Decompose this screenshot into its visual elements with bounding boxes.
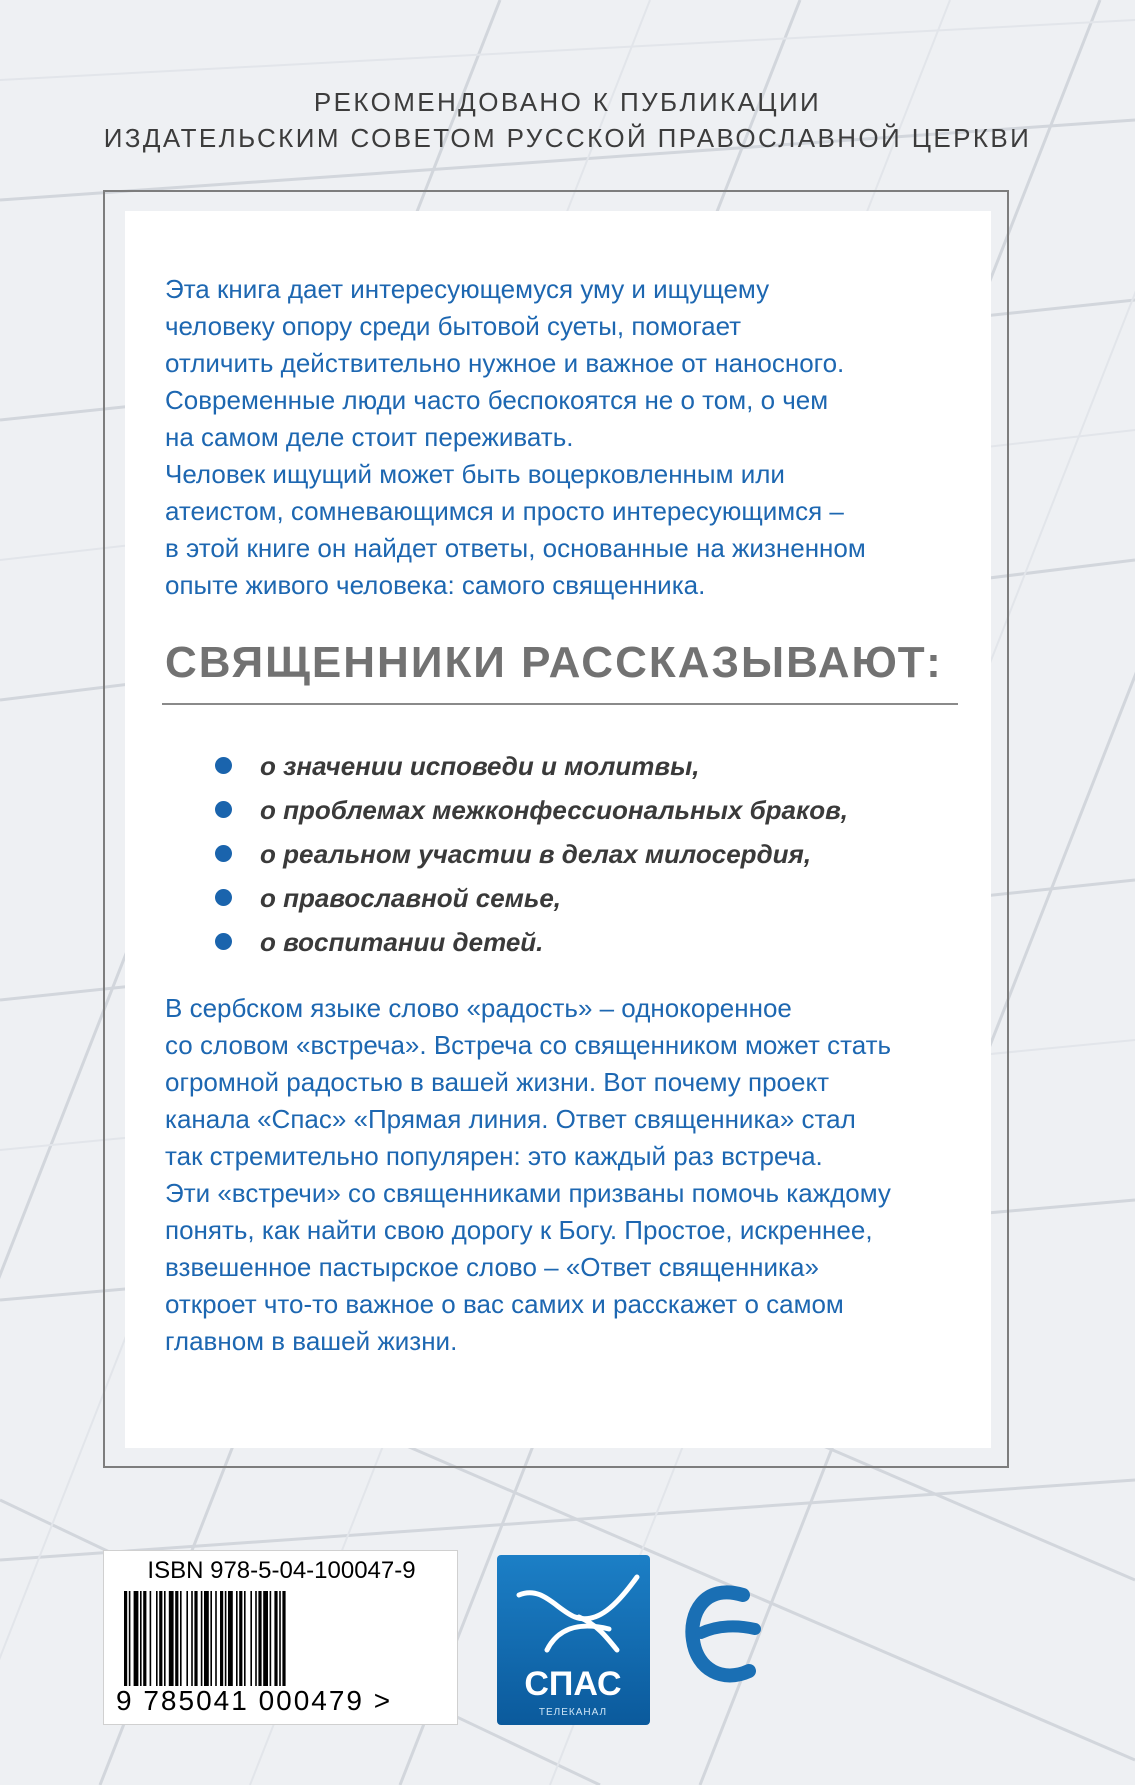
outro-line: так стремительно популярен: это каждый раз встреча. <box>165 1141 823 1171</box>
outro-line: Эти «встречи» со священниками призваны помочь каждому <box>165 1178 891 1208</box>
intro-line: атеистом, сомневающимся и просто интересующимся – <box>165 496 844 526</box>
bullet-dot-icon <box>215 933 232 950</box>
outro-line: откроет что-то важное о вас самих и расскажет о самом <box>165 1289 844 1319</box>
list-item <box>215 876 975 920</box>
recommendation-header <box>0 84 1135 156</box>
outro-line: В сербском языке слово «радость» – однокоренное <box>165 993 792 1023</box>
list-item <box>215 832 975 876</box>
isbn-label: ISBN 978-5-04-100047-9 <box>147 1557 416 1584</box>
intro-line: Человек ищущий может быть воцерковленным или <box>165 459 785 489</box>
header-line-1: РЕКОМЕНДОВАНО К ПУБЛИКАЦИИ <box>313 87 822 117</box>
list-item-text: о проблемах межконфессиональных браков, <box>260 795 849 825</box>
eksmo-e-icon <box>683 1575 765 1700</box>
intro-line: отличить действительно нужное и важное от наносного. <box>165 348 845 378</box>
intro-paragraph <box>165 271 955 604</box>
bullet-dot-icon <box>215 801 232 818</box>
list-item-text: о реальном участии в делах милосердия, <box>260 839 812 869</box>
outro-line: огромной радостью в вашей жизни. Вот почему проект <box>165 1067 830 1097</box>
outro-line: понять, как найти свою дорогу к Богу. Простое, искреннее, <box>165 1215 873 1245</box>
outro-line: взвешенное пастырское слово – «Ответ священника» <box>165 1252 819 1282</box>
intro-line: на самом деле стоит переживать. <box>165 422 574 452</box>
bullet-dot-icon <box>215 757 232 774</box>
topics-list <box>215 744 975 964</box>
list-item-text: о значении исповеди и молитвы, <box>260 751 700 781</box>
barcode-digits: 9 785041 000479 > <box>116 1685 393 1716</box>
spas-logo-name: СПАС <box>524 1665 622 1703</box>
outro-line: главном в вашей жизни. <box>165 1326 458 1356</box>
intro-line: Эта книга дает интересующемуся уму и ищущему <box>165 274 770 304</box>
section-divider <box>162 703 958 705</box>
intro-line: Современные люди часто беспокоятся не о том, о чем <box>165 385 829 415</box>
bullet-dot-icon <box>215 889 232 906</box>
barcode-icon <box>124 1591 439 1686</box>
spas-logo-subtitle: ТЕЛЕКАНАЛ <box>538 1707 608 1718</box>
intro-line: человеку опору среди бытовой суеты, помогает <box>165 311 742 341</box>
list-item <box>215 788 975 832</box>
intro-line: опыте живого человека: самого священника. <box>165 570 706 600</box>
outro-line: канала «Спас» «Прямая линия. Ответ священника» стал <box>165 1104 856 1134</box>
outro-paragraph <box>165 990 955 1360</box>
spas-channel-logo <box>497 1555 650 1725</box>
outro-line: со словом «встреча». Встреча со священником может стать <box>165 1030 892 1060</box>
list-item-text: о православной семье, <box>260 883 562 913</box>
bullet-dot-icon <box>215 845 232 862</box>
section-title: СВЯЩЕННИКИ РАССКАЗЫВАЮТ: <box>165 638 943 687</box>
list-item <box>215 920 975 964</box>
list-item-text: о воспитании детей. <box>260 927 544 957</box>
intro-line: в этой книге он найдет ответы, основанные на жизненном <box>165 533 866 563</box>
list-item <box>215 744 975 788</box>
header-line-2: ИЗДАТЕЛЬСКИМ СОВЕТОМ РУССКОЙ ПРАВОСЛАВНОЙ ЦЕРКВИ <box>103 123 1032 153</box>
isbn-barcode <box>103 1550 458 1725</box>
